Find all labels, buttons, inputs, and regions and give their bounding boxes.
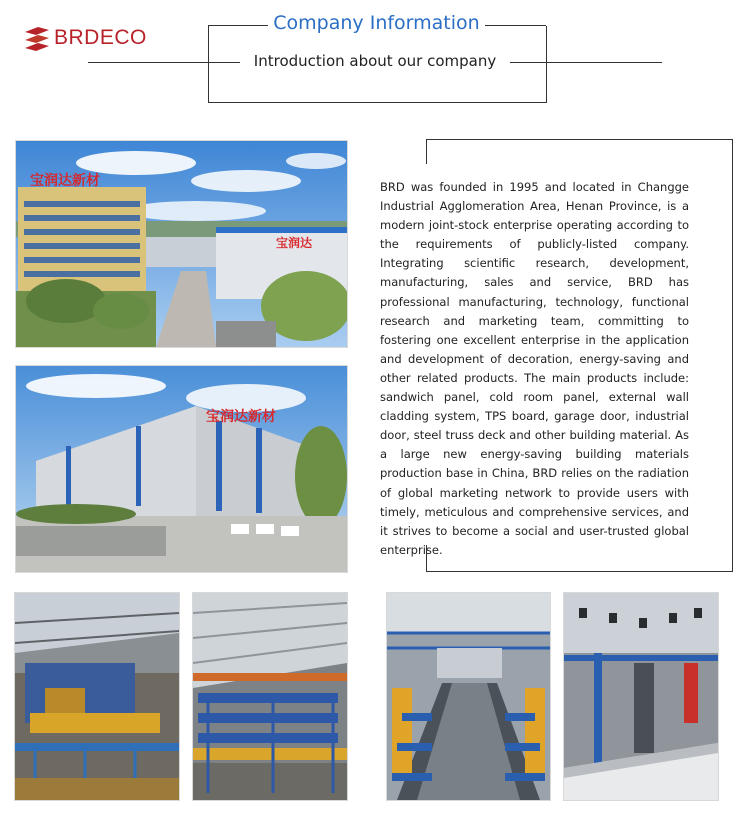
divider-left [88,62,240,63]
company-intro-text: BRD was founded in 1995 and located in Changge Industrial Agglomeration Area, Henan Province, is a modern joint-stock enterprise operating according to the requirements of publicly-listed company. Integrating scientific research, development, manufacturing, sales and service, BRD has professional manufacturing, technology, functional research and marketing team, committing to fostering one excellent enterprise in the application and development of decoration, energy-saving and other related products. The main products include: sandwich panel, cold room panel, external wall cladding system, TPS board, garage door, industrial door, steel truss deck and other building material. As a large new energy-saving building materials production base in China, BRD relies on the radiation of global marketing network to provide users with timely, meticulous and comprehensive services, and it strives to become a social and user-trusted global enterprise. [380,180,689,557]
header-frame-top-right [485,25,546,26]
photo-factory-building [15,365,348,573]
header-frame-top-left [208,25,268,26]
photo-office-building [15,140,348,348]
photo-production-line-1 [14,592,180,801]
divider-right [510,62,662,63]
brd-logo-icon [22,24,52,54]
sign-text-2: 宝润达 [276,236,313,250]
photo-panel-workshop [563,592,719,801]
brand-logo [22,22,147,56]
sign-text-1: 宝润达新材 [30,173,100,189]
intro-frame-top [426,139,733,140]
logo-text: BRDECO [54,26,147,49]
sign-text-3: 宝润达新材 [206,409,276,425]
page-title: Company Information [273,12,480,34]
page-subtitle: Introduction about our company [253,52,497,70]
photo-roller-line [386,592,551,801]
intro-frame-left-top [426,139,427,164]
photo-production-line-2 [192,592,348,801]
